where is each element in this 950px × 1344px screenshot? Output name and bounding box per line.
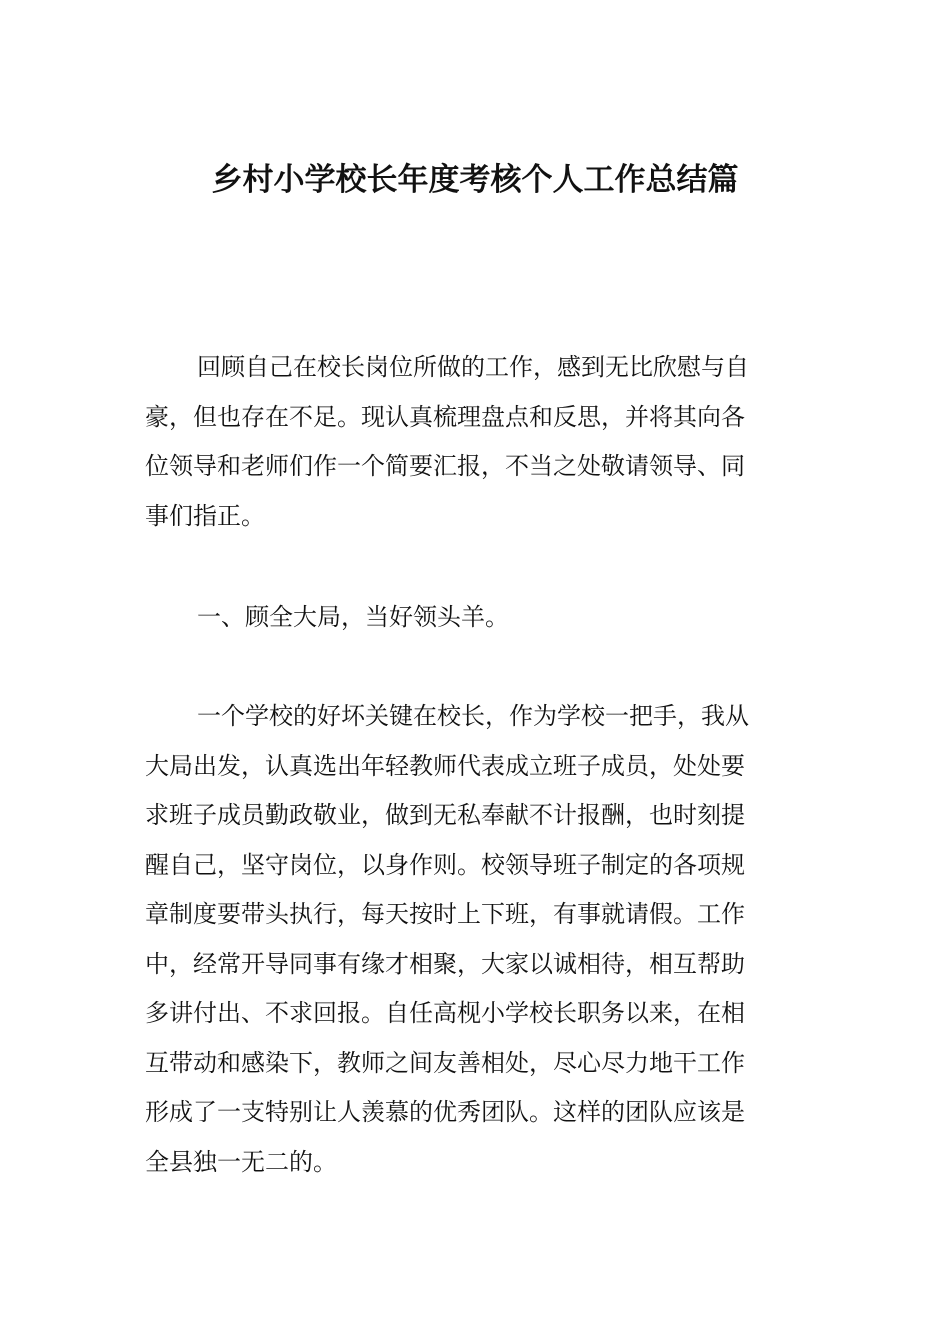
paragraph-line: 豪，但也存在不足。现认真梳理盘点和反思，并将其向各 [145, 402, 745, 431]
paragraph-line: 形成了一支特别让人羡慕的优秀团队。这样的团队应该是 [145, 1098, 745, 1126]
intro-paragraph [145, 343, 809, 541]
section-1-paragraph [145, 692, 809, 1187]
paragraph-line: 全县独一无二的。 [145, 1147, 337, 1176]
paragraph-line: 互带动和感染下，教师之间友善相处，尽心尽力地干工作 [145, 1048, 745, 1077]
page-title: 乡村小学校长年度考核个人工作总结篇 [211, 162, 739, 198]
paragraph-line: 位领导和老师们作一个简要汇报，不当之处敬请领导、同 [145, 452, 745, 480]
paragraph-line: 大局出发，认真选出年轻教师代表成立班子成员，处处要 [145, 751, 745, 780]
paragraph-line: 醒自己，坚守岗位，以身作则。校领导班子制定的各项规 [145, 850, 745, 879]
section-heading [145, 593, 809, 643]
paragraph-line: 回顾自己在校长岗位所做的工作，感到无比欣慰与自 [197, 353, 749, 381]
paragraph-line: 事们指正。 [145, 501, 265, 530]
paragraph-line: 章制度要带头执行，每天按时上下班，有事就请假。工作 [145, 900, 745, 928]
paragraph-line: 中，经常开导同事有缘才相聚，大家以诚相待，相互帮助 [145, 949, 745, 978]
paragraph-line: 多讲付出、不求回报。自任高枧小学校长职务以来，在相 [145, 999, 745, 1027]
paragraph-line: 一个学校的好坏关键在校长，作为学校一把手，我从 [197, 702, 749, 730]
paragraph-line: 求班子成员勤政敬业，做到无私奉献不计报酬，也时刻提 [145, 801, 745, 829]
section-heading-text: 一、顾全大局，当好领头羊。 [197, 603, 509, 631]
